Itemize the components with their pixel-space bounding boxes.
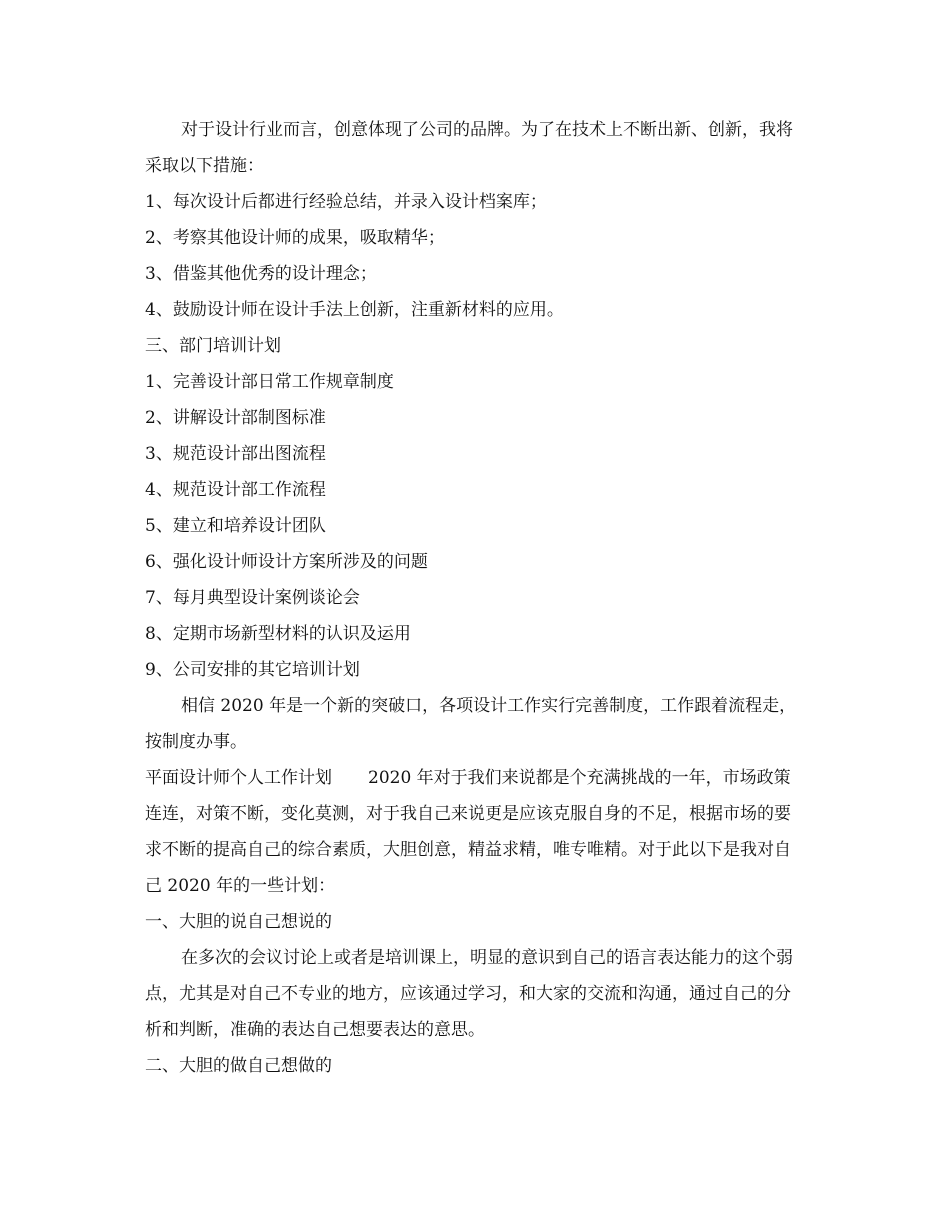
- section-heading-speak: 一、大胆的说自己想说的: [145, 912, 332, 932]
- personal-plan-intro-text: 2020 年对于我们来说都是个充满挑战的一年，市场政策连连，对策不断，变化莫测，对于我自己来说更是应该克服自身的不足，根据市场的要求不断的提高自己的综合素质，大胆创意，精益求精，唯专唯精。对于此以下是我对自己 2020 年的一些计划：: [145, 768, 791, 896]
- paragraph-personal-plan-intro: [145, 760, 805, 904]
- list-item-measure-2: 2、考察其他设计师的成果，吸取精华；: [145, 228, 445, 248]
- list-item-training-5: 5、建立和培养设计团队: [145, 516, 326, 536]
- document-title: 平面设计师个人工作计划: [145, 768, 332, 788]
- list-item-training-7: 7、每月典型设计案例谈论会: [145, 588, 360, 608]
- list-item-measure-3: 3、借鉴其他优秀的设计理念；: [145, 264, 377, 284]
- list-item-training-6: 6、强化设计师设计方案所涉及的问题: [145, 552, 428, 572]
- list-item-training-1: 1、完善设计部日常工作规章制度: [145, 372, 394, 392]
- list-item-measure-1: 1、每次设计后都进行经验总结，并录入设计档案库；: [145, 192, 547, 212]
- list-item-measure-4: 4、鼓励设计师在设计手法上创新，注重新材料的应用。: [145, 300, 564, 320]
- section-heading-act: 二、大胆的做自己想做的: [145, 1056, 332, 1076]
- list-item-training-4: 4、规范设计部工作流程: [145, 480, 326, 500]
- paragraph-conclusion-2020: 相信 2020 年是一个新的突破口，各项设计工作实行完善制度，工作跟着流程走，按制度办事。: [145, 696, 797, 752]
- list-item-training-9: 9、公司安排的其它培训计划: [145, 660, 360, 680]
- list-item-training-3: 3、规范设计部出图流程: [145, 444, 326, 464]
- paragraph-design-innovation: 对于设计行业而言，创意体现了公司的品牌。为了在技术上不断出新、创新，我将采取以下措施：: [145, 120, 793, 176]
- list-item-training-8: 8、定期市场新型材料的认识及运用: [145, 624, 411, 644]
- list-item-training-2: 2、讲解设计部制图标准: [145, 408, 326, 428]
- section-heading-training-plan: 三、部门培训计划: [145, 336, 281, 356]
- paragraph-expression-ability: 在多次的会议讨论上或者是培训课上，明显的意识到自己的语言表达能力的这个弱点，尤其是对自己不专业的地方，应该通过学习，和大家的交流和沟通，通过自己的分析和判断，准确的表达自己想要表达的意思。: [145, 948, 793, 1040]
- document-body: [145, 112, 805, 1084]
